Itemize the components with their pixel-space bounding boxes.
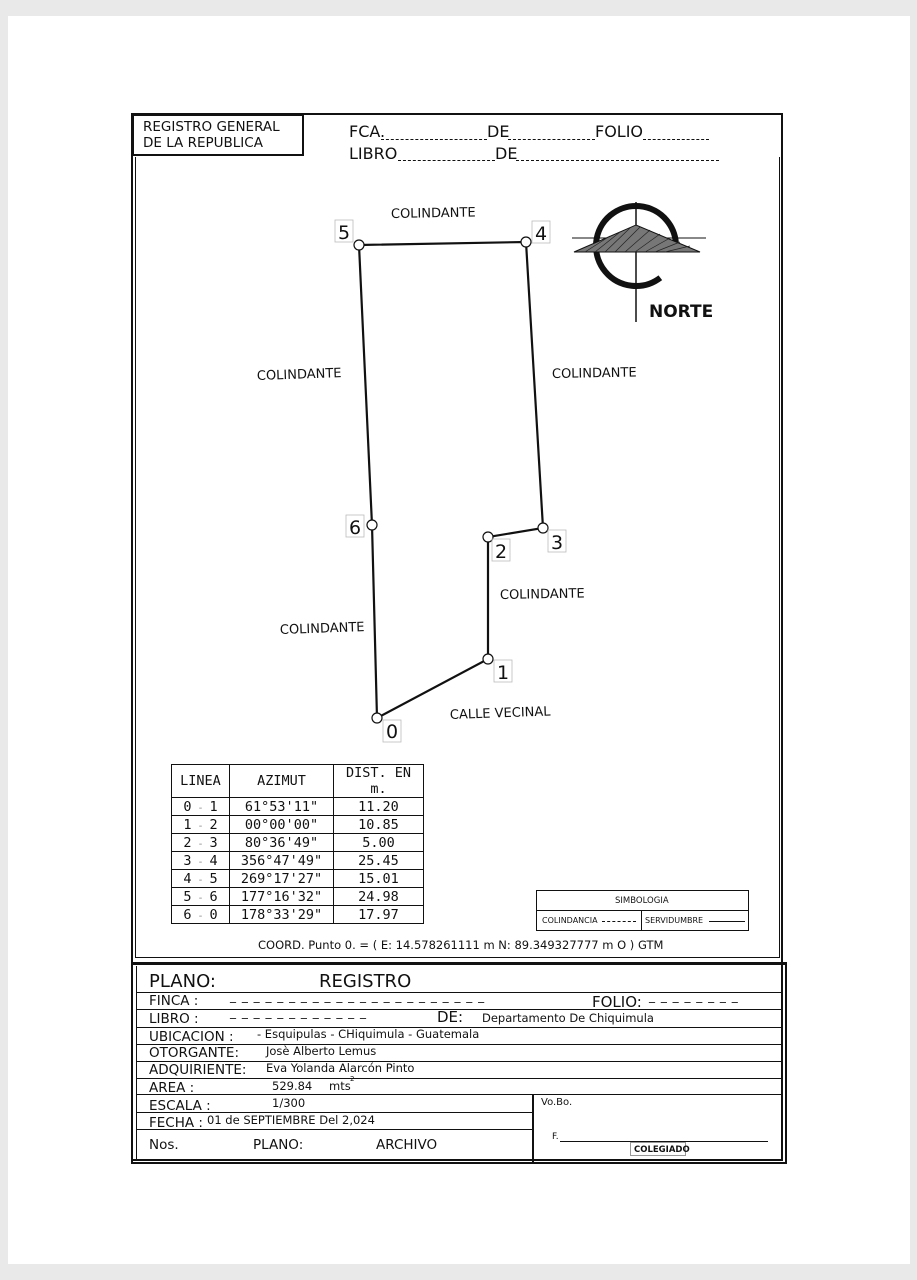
vertex-3 bbox=[538, 523, 548, 533]
legend-box bbox=[536, 890, 749, 931]
folio-label: FOLIO bbox=[595, 122, 644, 141]
libro-title-blank: _ _ _ _ _ _ _ _ _ _ _ _ bbox=[230, 1005, 367, 1019]
boundary-label-left-upper: COLINDANTE bbox=[256, 366, 342, 384]
vertex-0 bbox=[372, 713, 382, 723]
otorgante-label: OTORGANTE: bbox=[149, 1045, 239, 1061]
survey-table-row bbox=[172, 870, 424, 888]
colegiado-label: COLEGIADO bbox=[634, 1145, 690, 1155]
survey-azimut-cell: 178°33'29" bbox=[230, 906, 334, 924]
fecha-value: 01 de SEPTIEMBRE Del 2,024 bbox=[207, 1113, 375, 1127]
fecha-label: FECHA : bbox=[149, 1115, 203, 1131]
adquiriente-label: ADQUIRIENTE: bbox=[149, 1062, 247, 1078]
survey-azimut-cell: 80°36'49" bbox=[230, 834, 334, 852]
point-label-5: 5 bbox=[338, 222, 351, 244]
header-dist: DIST. EN m. bbox=[334, 765, 424, 798]
colindancia-line-symbol bbox=[602, 921, 636, 922]
survey-table-row bbox=[172, 906, 424, 924]
point-label-6: 6 bbox=[349, 517, 362, 539]
fca-label: FCA. bbox=[349, 122, 386, 141]
boundary-label-top: COLINDANTE bbox=[390, 205, 476, 222]
survey-table-row bbox=[172, 834, 424, 852]
survey-table-row bbox=[172, 816, 424, 834]
survey-distance-cell: 5.00 bbox=[334, 834, 424, 852]
legend-colindancia: COLINDANCIA bbox=[542, 916, 598, 925]
vertex-5 bbox=[354, 240, 364, 250]
folio-title-label: FOLIO: bbox=[592, 993, 642, 1011]
survey-azimut-cell: 356°47'49" bbox=[230, 852, 334, 870]
survey-table-row bbox=[172, 852, 424, 870]
point-label-3: 3 bbox=[551, 532, 564, 554]
parcel-boundary bbox=[359, 242, 543, 718]
plano-archive-label: PLANO: bbox=[253, 1137, 304, 1153]
survey-line-cell: 2 - 3 bbox=[172, 834, 230, 852]
survey-distance-cell: 24.98 bbox=[334, 888, 424, 906]
ubicacion-label: UBICACION : bbox=[149, 1029, 234, 1045]
survey-distance-cell: 25.45 bbox=[334, 852, 424, 870]
survey-distance-cell: 15.01 bbox=[334, 870, 424, 888]
north-label: NORTE bbox=[649, 302, 714, 322]
survey-line-cell: 3 - 4 bbox=[172, 852, 230, 870]
boundary-label-right-upper: COLINDANTE bbox=[551, 365, 637, 382]
survey-line-cell: 5 - 6 bbox=[172, 888, 230, 906]
vertex-1 bbox=[483, 654, 493, 664]
survey-table-header bbox=[172, 765, 424, 798]
area-unit: mts bbox=[329, 1079, 351, 1093]
signature-f-label: F. bbox=[552, 1132, 559, 1142]
survey-azimut-cell: 177°16'32" bbox=[230, 888, 334, 906]
point-label-1: 1 bbox=[497, 662, 510, 684]
finca-blank: _ _ _ _ _ _ _ _ _ _ _ _ _ _ _ _ _ _ _ _ _ _ bbox=[230, 989, 486, 1003]
libro-de-label: DE bbox=[495, 144, 518, 163]
point-label-0: 0 bbox=[386, 721, 399, 743]
survey-table bbox=[171, 764, 424, 924]
survey-distance-cell: 11.20 bbox=[334, 798, 424, 816]
survey-line-cell: 1 - 2 bbox=[172, 816, 230, 834]
vobo-label: Vo.Bo. bbox=[541, 1097, 573, 1108]
survey-line-cell: 4 - 5 bbox=[172, 870, 230, 888]
survey-azimut-cell: 00°00'00" bbox=[230, 816, 334, 834]
de-title-value: Departamento De Chiquimula bbox=[482, 1011, 654, 1025]
survey-distance-cell: 10.85 bbox=[334, 816, 424, 834]
adquiriente-value: Eva Yolanda Alarcón Pinto bbox=[266, 1061, 415, 1075]
header-linea: LINEA bbox=[172, 765, 230, 798]
area-value: 529.84 bbox=[272, 1079, 313, 1093]
registry-line-2: DE LA REPUBLICA bbox=[143, 135, 263, 151]
survey-table-row bbox=[172, 888, 424, 906]
area-label: AREA : bbox=[149, 1080, 195, 1096]
boundary-label-left-lower: COLINDANTE bbox=[279, 620, 365, 638]
otorgante-value: Josè Alberto Lemus bbox=[266, 1044, 377, 1058]
vertex-2 bbox=[483, 532, 493, 542]
ubicacion-value: - Esquipulas - CHiquimula - Guatemala bbox=[257, 1027, 480, 1041]
boundary-label-right-lower: COLINDANTE bbox=[499, 586, 585, 603]
point-label-4: 4 bbox=[535, 223, 548, 245]
servidumbre-line-symbol bbox=[709, 921, 745, 922]
fca-de-label: DE bbox=[487, 122, 510, 141]
archivo-label: ARCHIVO bbox=[376, 1137, 438, 1153]
escala-label: ESCALA : bbox=[149, 1098, 211, 1114]
survey-line-cell: 6 - 0 bbox=[172, 906, 230, 924]
coordinates-text: COORD. Punto 0. = ( E: 14.578261111 m N: 89.349327777 m O ) GTM bbox=[258, 938, 664, 952]
survey-table-row bbox=[172, 798, 424, 816]
de-title-label: DE: bbox=[437, 1008, 464, 1026]
plano-value: REGISTRO bbox=[319, 971, 412, 992]
survey-azimut-cell: 61°53'11" bbox=[230, 798, 334, 816]
survey-distance-cell: 17.97 bbox=[334, 906, 424, 924]
folio-title-blank: _ _ _ _ _ _ _ _ bbox=[649, 989, 739, 1003]
legend-title: SIMBOLOGIA bbox=[615, 896, 669, 906]
vertex-4 bbox=[521, 237, 531, 247]
area-unit-superscript: 2 bbox=[350, 1075, 355, 1083]
vertex-6 bbox=[367, 520, 377, 530]
point-label-2: 2 bbox=[495, 541, 508, 563]
escala-value: 1/300 bbox=[272, 1096, 306, 1110]
plano-label: PLANO: bbox=[149, 971, 216, 992]
boundary-label-bottom: CALLE VECINAL bbox=[449, 704, 551, 723]
legend-servidumbre: SERVIDUMBRE bbox=[645, 916, 704, 925]
registry-line-1: REGISTRO GENERAL bbox=[143, 119, 280, 135]
libro-title-label: LIBRO : bbox=[149, 1011, 199, 1027]
nos-label: Nos. bbox=[149, 1137, 179, 1153]
finca-label: FINCA : bbox=[149, 993, 199, 1009]
header-azimut: AZIMUT bbox=[230, 765, 334, 798]
survey-line-cell: 0 - 1 bbox=[172, 798, 230, 816]
libro-label: LIBRO bbox=[349, 144, 398, 163]
survey-azimut-cell: 269°17'27" bbox=[230, 870, 334, 888]
